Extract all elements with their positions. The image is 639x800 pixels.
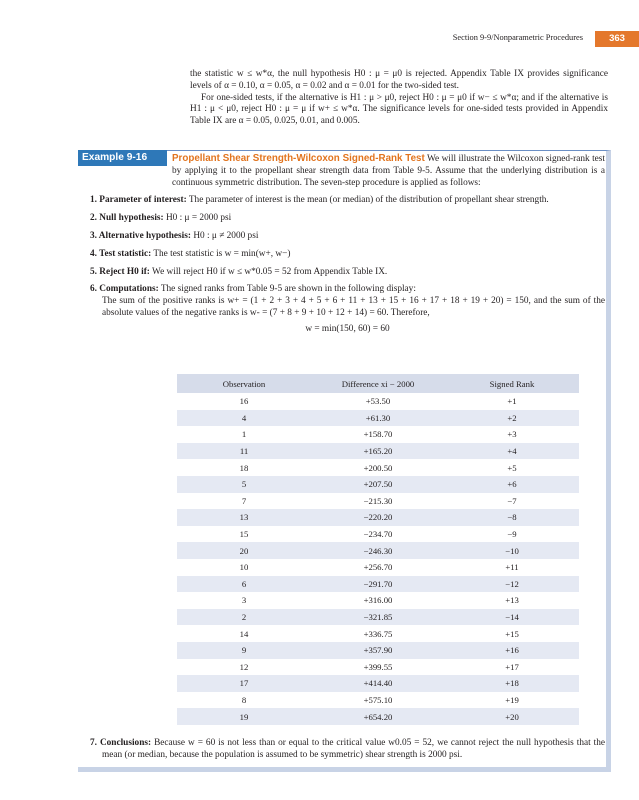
table-row [177,526,579,543]
step-2-head: 2. Null hypothesis: [90,213,164,224]
step-4-text: The test statistic is w = min(w+, w−) [153,248,291,259]
step-2-text: H0 : μ = 2000 psi [165,213,232,224]
cell-difference: +256.70 [363,562,393,573]
cell-observation: 16 [239,396,249,407]
cell-signed-rank: −10 [445,542,579,559]
example-intro [172,153,605,189]
cell-observation: 17 [177,675,311,692]
table-row [177,476,579,493]
step-7-head: 7. Conclusions: [90,738,152,748]
table-row [177,659,579,676]
cell-observation: 18 [239,462,249,473]
cell-difference: +575.10 [363,694,393,705]
table-row [177,509,579,526]
step-1-text: The parameter of interest is the mean (or median) of the distribution of propellant shear strength. [188,195,549,206]
cell-difference: +158.70 [363,429,393,440]
header-difference: Difference xi − 2000 [311,374,445,393]
intro-paragraph-1: the statistic w ≤ w*α, the null hypothesis H0 : μ = μ0 is rejected. Appendix Table IX provides significance levels of α = 0.10, α = 0.05, α = 0.02 and α = 0.01 for the two-sided test. [190,69,608,91]
cell-difference: +200.50 [363,462,393,473]
cell-difference: −321.85 [311,609,445,626]
cell-observation: 13 [177,509,311,526]
cell-observation: 4 [177,410,311,427]
table-row [177,410,579,427]
step-4 [90,249,605,261]
cell-observation: 3 [241,595,247,606]
table-row [177,393,579,410]
cell-difference: +61.30 [311,410,445,427]
cell-signed-rank: −12 [445,576,579,593]
cell-difference: +165.20 [311,443,445,460]
cell-observation: 14 [239,628,249,639]
cell-observation: 10 [239,562,249,573]
cell-signed-rank: +2 [445,410,579,427]
table-row [177,675,579,692]
header-signed-rank: Signed Rank [445,374,579,393]
cell-signed-rank: +19 [505,694,519,705]
cell-difference: +53.50 [365,396,391,407]
step-7 [90,738,605,762]
cell-signed-rank: −7 [507,495,517,506]
example-content [90,153,605,336]
table-row [177,692,579,709]
page-header [0,31,639,47]
table-row [177,443,579,460]
cell-signed-rank: −8 [445,509,579,526]
cell-difference: −291.70 [311,576,445,593]
step-7-text: Because w = 60 is not less than or equal to the critical value w0.05 = 52, we cannot reject the null hypothesis that the mean (or median, because the population is assumed to be symmetric) shear strength is 2000 psi. [102,738,606,760]
cell-signed-rank: +13 [505,595,519,606]
cell-difference: +316.00 [363,595,393,606]
table-row [177,576,579,593]
cell-observation: 8 [241,694,247,705]
step-3-text: H0 : μ ≠ 2000 psi [193,230,259,241]
table-row [177,708,579,725]
intro-text [190,69,608,128]
cell-signed-rank: −9 [507,529,517,540]
example-body: We will illustrate the Wilcoxon signed-rank test by applying it to the propellant shear strength data from Table 9-5. Assume that the underlying distribution is a continuous symmetric distribution. The seven-step procedure is applied as follows: [172,154,606,188]
table-header-row [177,374,579,393]
step-4-head: 4. Test statistic: [90,248,152,259]
step-1 [90,195,605,207]
cell-signed-rank: −14 [445,609,579,626]
cell-signed-rank: +15 [505,628,519,639]
cell-difference: −220.20 [311,509,445,526]
cell-signed-rank: +20 [445,708,579,725]
cell-observation: 5 [177,476,311,493]
table-row [177,642,579,659]
step-5-text: We will reject H0 if w ≤ w*0.05 = 52 from Appendix Table IX. [152,266,388,277]
cell-observation: 9 [177,642,311,659]
section-title: Section 9-9/Nonparametric Procedures [452,33,583,42]
cell-observation: 6 [177,576,311,593]
cell-observation: 15 [239,529,249,540]
cell-difference: −246.30 [311,542,445,559]
cell-observation: 20 [177,542,311,559]
cell-difference: +336.75 [363,628,393,639]
cell-signed-rank: +18 [445,675,579,692]
step-5 [90,267,605,279]
cell-difference: +654.20 [311,708,445,725]
step-6-equation: w = min(150, 60) = 60 [305,323,390,334]
cell-signed-rank: +4 [445,443,579,460]
intro-paragraph-2: For one-sided tests, if the alternative is H1 : μ > μ0, reject H0 : μ = μ0 if w− ≤ w*α; and if the alternative is H1 : μ < μ0, reject H0 : μ = μ if w+ ≤ w*α. The significance levels for one-sided tests provided in Appendix Table IX are α = 0.05, 0.025, 0.01, and 0.005. [190,92,608,127]
step-6 [90,284,605,296]
cell-signed-rank: +5 [507,462,517,473]
cell-observation: 12 [239,661,249,672]
cell-difference: +414.40 [311,675,445,692]
step-7-paragraph [90,738,605,762]
cell-signed-rank: +16 [445,642,579,659]
cell-signed-rank: +3 [507,429,517,440]
cell-difference: −234.70 [363,529,393,540]
table-row [177,459,579,476]
signed-rank-table [177,374,579,725]
step-2 [90,213,605,225]
cell-difference: +207.50 [311,476,445,493]
table-row [177,609,579,626]
cell-observation: 7 [241,495,247,506]
table-row [177,559,579,576]
cell-observation: 1 [241,429,247,440]
step-1-head: 1. Parameter of interest: [90,195,187,206]
cell-signed-rank: +17 [505,661,519,672]
cell-observation: 2 [177,609,311,626]
step-6-head: 6. Computations: [90,284,159,295]
header-observation: Observation [177,374,311,393]
example-title: Propellant Shear Strength-Wilcoxon Signed-Rank Test [172,153,425,164]
example-label: Example 9-16 [78,150,167,166]
cell-signed-rank: +11 [505,562,519,573]
cell-difference: +357.90 [311,642,445,659]
step-3-head: 3. Alternative hypothesis: [90,230,191,241]
cell-observation: 11 [177,443,311,460]
table-row [177,542,579,559]
cell-difference: +399.55 [363,661,393,672]
cell-signed-rank: +6 [445,476,579,493]
table-row [177,493,579,510]
step-5-head: 5. Reject H0 if: [90,266,150,277]
table-row [177,625,579,642]
cell-observation: 19 [177,708,311,725]
cell-difference: −215.30 [363,495,393,506]
page-number: 363 [595,31,639,47]
step-3 [90,231,605,243]
table-row [177,426,579,443]
step-6-text: The signed ranks from Table 9-5 are shown in the following display: [160,284,416,295]
cell-signed-rank: +1 [507,396,517,407]
table-row [177,592,579,609]
step-6-sums: The sum of the positive ranks is w+ = (1 + 2 + 3 + 4 + 5 + 6 + 11 + 13 + 15 + 16 + 17 + 18 + 19 + 20) = 150, and the sum of the absolute values of the negative ranks is w- = (7 + 8 + 9 + 10 + 12 + 14) = 60. Therefore, [102,296,605,318]
